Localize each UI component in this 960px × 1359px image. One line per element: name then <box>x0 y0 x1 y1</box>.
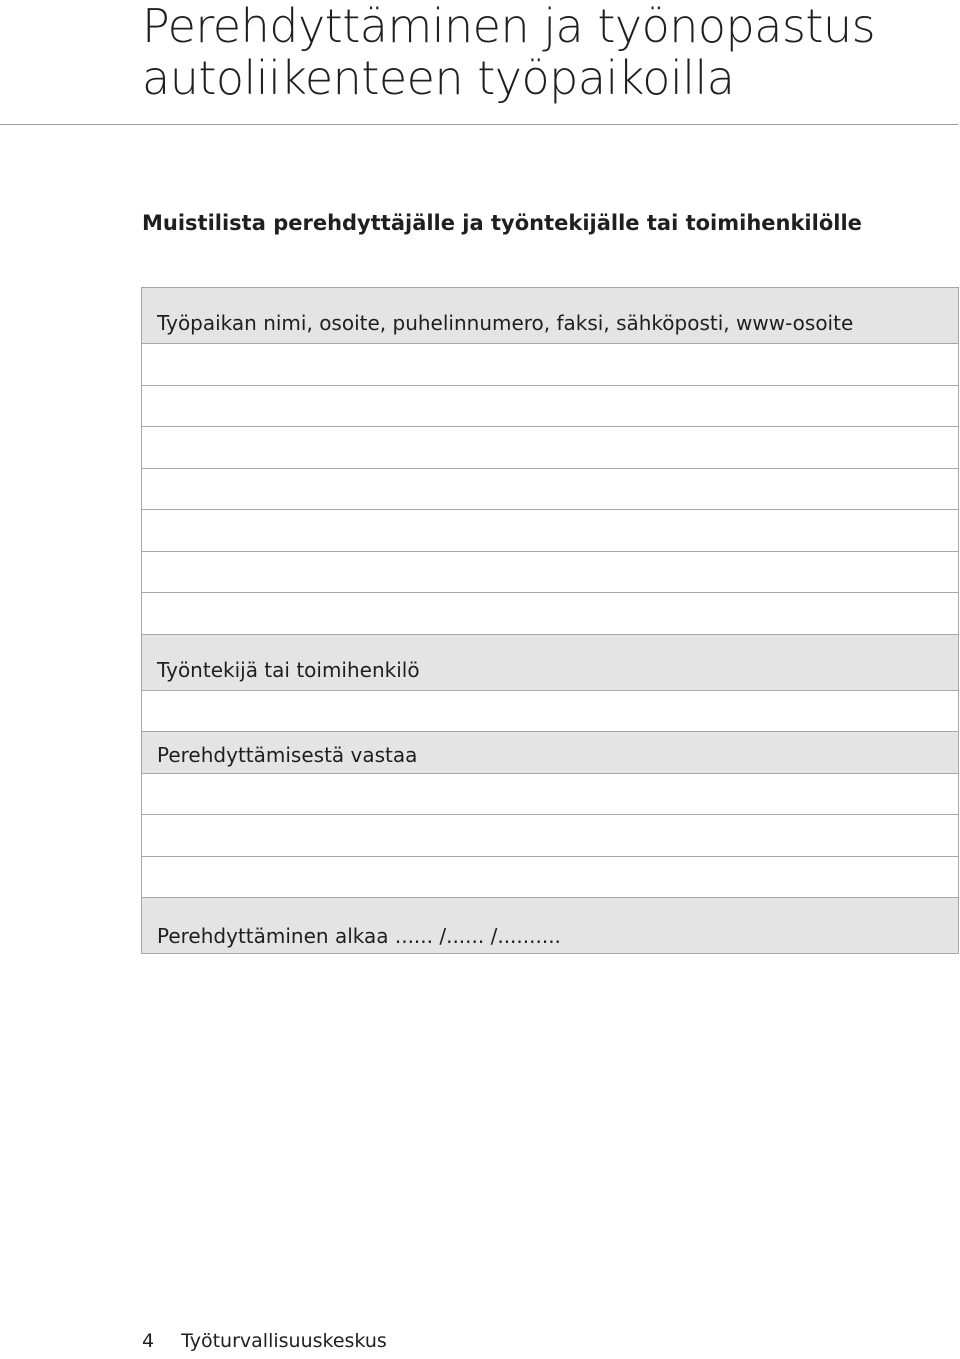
responsible-input-line-3[interactable] <box>142 857 958 899</box>
page-title <box>142 0 942 104</box>
employee-label-row <box>142 635 958 691</box>
checklist-subtitle: Muistilista perehdyttäjälle ja työntekijälle tai toimihenkilölle <box>142 211 862 235</box>
workplace-input-line-3[interactable] <box>142 427 958 469</box>
start-date-label: Perehdyttäminen alkaa ...... /...... /.......... <box>157 924 561 948</box>
publisher-name: Työturvallisuuskeskus <box>181 1330 387 1352</box>
page-footer <box>142 1330 387 1352</box>
title-line-1: Perehdyttäminen ja työnopastus <box>142 0 876 53</box>
responsible-label: Perehdyttämisestä vastaa <box>157 742 418 767</box>
workplace-label: Työpaikan nimi, osoite, puhelinnumero, faksi, sähköposti, www-osoite <box>157 311 854 335</box>
responsible-input-line-2[interactable] <box>142 815 958 857</box>
workplace-input-line-6[interactable] <box>142 552 958 594</box>
workplace-input-line-4[interactable] <box>142 469 958 511</box>
employee-input-line[interactable] <box>142 691 958 733</box>
title-line-2: autoliikenteen työpaikoilla <box>142 51 735 105</box>
workplace-input-line-7[interactable] <box>142 593 958 635</box>
page-number: 4 <box>142 1330 155 1352</box>
start-date-row[interactable] <box>142 898 958 954</box>
employee-label: Työntekijä tai toimihenkilö <box>157 657 420 682</box>
responsible-input-line-1[interactable] <box>142 774 958 816</box>
workplace-input-line-1[interactable] <box>142 344 958 386</box>
workplace-label-row <box>142 288 958 344</box>
responsible-label-row <box>142 732 958 774</box>
workplace-input-line-2[interactable] <box>142 386 958 428</box>
workplace-input-line-5[interactable] <box>142 510 958 552</box>
checklist-form <box>141 287 959 954</box>
title-divider <box>0 124 958 125</box>
